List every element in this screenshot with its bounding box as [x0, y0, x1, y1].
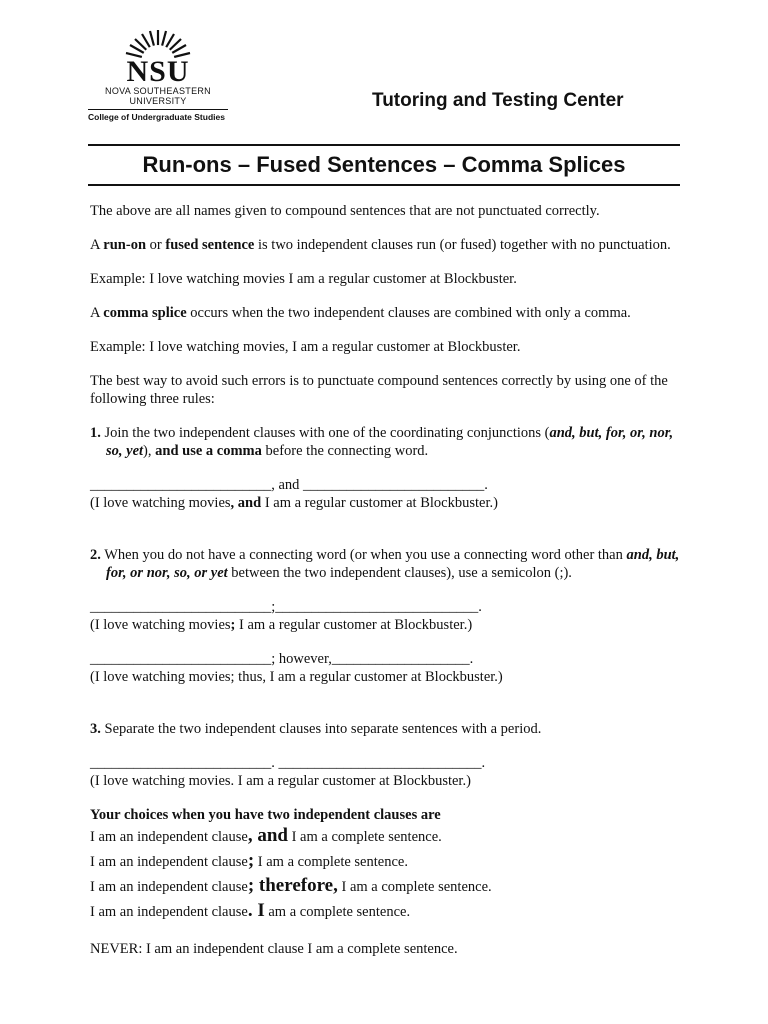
- nsu-logo: [88, 28, 228, 122]
- intro-paragraph: The above are all names given to compound sentences that are not punctuated correctly.: [90, 203, 600, 219]
- choice-therefore: I am an independent clause; therefore, I am a complete sentence.: [90, 875, 492, 896]
- choice-and: I am an independent clause, and I am a complete sentence.: [90, 825, 442, 846]
- document-body: [90, 200, 690, 958]
- example-runon: Example: I love watching movies I am a regular customer at Blockbuster.: [90, 271, 517, 287]
- choice-period: I am an independent clause. I am a complete sentence.: [90, 900, 411, 921]
- choice-semicolon: I am an independent clause; I am a complete sentence.: [90, 850, 408, 871]
- example-comma-splice: Example: I love watching movies, I am a regular customer at Blockbuster.: [90, 339, 521, 355]
- page-title: Run-ons – Fused Sentences – Comma Splices: [88, 144, 680, 186]
- college-name: College of Undergraduate Studies: [88, 112, 225, 122]
- choices-heading: Your choices when you have two independent clauses are: [90, 807, 441, 823]
- logo-divider: [88, 109, 228, 110]
- logo-text: NSU: [126, 55, 190, 88]
- rule-2-blank-1: _________________________;____________________________.: [90, 599, 482, 615]
- runon-definition: A run-on or fused sentence is two independent clauses run (or fused) together with no punctuation.: [90, 237, 671, 253]
- rule-1: 1. Join the two independent clauses with one of the coordinating conjunctions (and, but, for, or, nor, so, yet), and use a comma before the connecting word.: [90, 425, 674, 459]
- rule-2-blank-2: _________________________; however,___________________.: [90, 651, 474, 667]
- comma-splice-definition: A comma splice occurs when the two independent clauses are combined with only a comma.: [90, 305, 631, 321]
- university-name-line1: NOVA SOUTHEASTERN: [105, 86, 211, 96]
- never-line: NEVER: I am an independent clause I am a complete sentence.: [90, 941, 458, 957]
- rule-2-example-2: (I love watching movies; thus, I am a regular customer at Blockbuster.): [90, 669, 503, 685]
- fused-sentence-term: fused sentence: [165, 237, 255, 253]
- rule-2: 2. When you do not have a connecting word (or when you use a connecting word other than and, but, for, or nor, so, or yet between the two independent clauses), use a semicolon (;).: [90, 547, 680, 581]
- rule-3-blank: _________________________. ____________________________.: [90, 755, 486, 771]
- center-title: Tutoring and Testing Center: [372, 90, 624, 111]
- rule-3: 3. Separate the two independent clauses into separate sentences with a period.: [90, 721, 542, 737]
- best-way-paragraph: The best way to avoid such errors is to punctuate compound sentences correctly by using one of the following three rules:: [90, 373, 668, 407]
- rule-1-blank: _________________________, and _________________________.: [90, 477, 488, 493]
- rule-1-example: (I love watching movies, and I am a regular customer at Blockbuster.): [90, 495, 498, 511]
- comma-splice-term: comma splice: [103, 305, 187, 321]
- choices-list: [90, 824, 690, 924]
- university-name-line2: UNIVERSITY: [129, 96, 187, 106]
- rule-2-example-1: (I love watching movies; I am a regular customer at Blockbuster.): [90, 617, 473, 633]
- rule-3-example: (I love watching movies. I am a regular customer at Blockbuster.): [90, 773, 471, 789]
- runon-term: run-on: [103, 237, 147, 253]
